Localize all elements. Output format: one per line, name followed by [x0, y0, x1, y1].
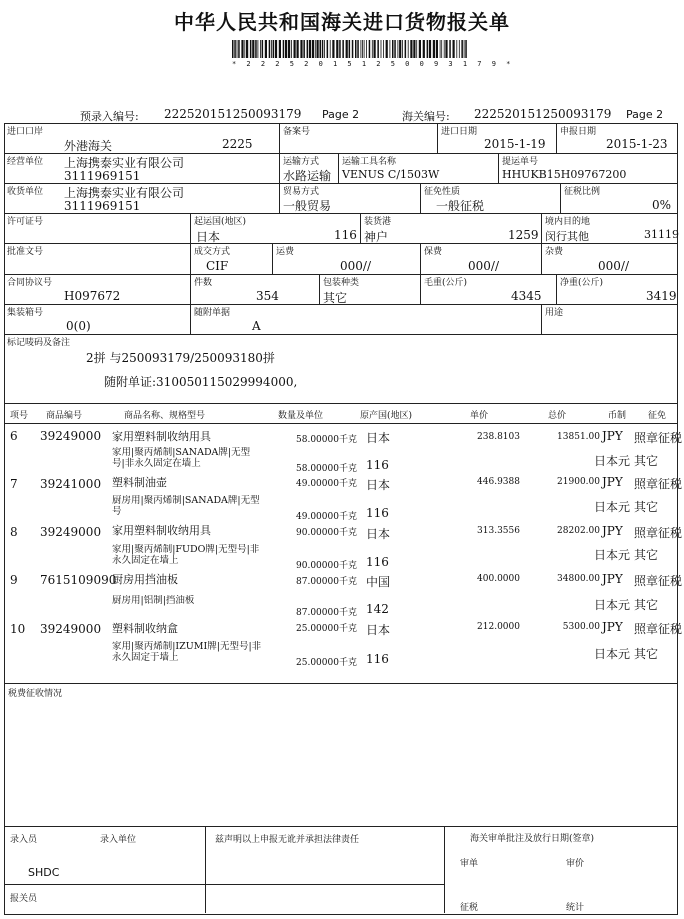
col-total: 总价 — [548, 411, 567, 421]
usage-label: 用途 — [545, 308, 564, 318]
item-name: 塑料制收纳盒 — [112, 622, 178, 635]
entry-value: SHDC — [28, 866, 60, 879]
col-code: 商品编号 — [46, 411, 83, 421]
item-origin: 日本 — [366, 527, 391, 541]
transport-tool: VENUS C/1503W — [342, 168, 440, 181]
col-levy: 征免 — [648, 411, 667, 421]
entry-unit-label: 录入单位 — [100, 835, 137, 845]
net-weight: 3419 — [646, 289, 677, 303]
marks-line-2: 随附单证:310050115029994000, — [104, 375, 298, 389]
document-title: 中华人民共和国海关进口货物报关单 — [174, 10, 510, 34]
port-value: 外港海关 — [64, 139, 113, 153]
insurance: 000// — [468, 259, 499, 273]
pieces-label: 件数 — [194, 278, 213, 288]
item-origin-code: 142 — [366, 602, 389, 616]
item-levy-other: 其它 — [634, 647, 659, 661]
declarant-label: 报关员 — [10, 894, 38, 904]
contract-number: H097672 — [64, 289, 121, 303]
item-currency-name: 日本元 — [594, 647, 631, 661]
item-qty-legal: 87.00000千克 — [296, 608, 357, 618]
pre-entry-label: 预录入编号: — [80, 110, 139, 123]
transport-mode: 水路运输 — [283, 169, 332, 183]
license-label: 许可证号 — [7, 217, 44, 227]
customs-no-label: 海关编号: — [402, 110, 450, 123]
attached-docs: A — [252, 319, 261, 333]
item-unit-price: 313.3556 — [477, 526, 520, 536]
item-total-price: 21900.00 — [557, 477, 600, 487]
customs-approval-label: 海关审单批注及放行日期(签章) — [470, 834, 595, 844]
item-qty: 58.00000千克 — [296, 435, 357, 445]
import-date: 2015-1-19 — [484, 137, 546, 151]
item-currency: JPY — [602, 620, 623, 634]
item-qty-legal: 58.00000千克 — [296, 464, 357, 474]
item-origin: 日本 — [366, 431, 391, 445]
item-currency-name: 日本元 — [594, 598, 631, 612]
trade-mode-label: 贸易方式 — [283, 187, 320, 197]
marks-label: 标记唛码及备注 — [7, 338, 71, 348]
item-no: 8 — [10, 525, 18, 539]
review-label: 审单 — [460, 859, 479, 869]
marks-line-1: 2拼 与250093179/250093180拼 — [86, 351, 275, 365]
declaration-statement: 兹声明以上申报无讹并承担法律责任 — [215, 835, 360, 845]
entry-person-label: 录入员 — [10, 835, 38, 845]
operator-label: 经营单位 — [7, 157, 44, 167]
item-origin: 日本 — [366, 478, 391, 492]
item-code: 39249000 — [40, 429, 102, 443]
item-levy-other: 其它 — [634, 500, 659, 514]
item-currency: JPY — [602, 524, 623, 538]
levy-ratio-label: 征税比例 — [564, 187, 601, 197]
tax-sign-label: 征税 — [460, 903, 479, 913]
consignee-code: 3111969151 — [64, 199, 141, 213]
approval-label: 批准文号 — [7, 247, 44, 257]
declare-date: 2015-1-23 — [606, 137, 668, 151]
port-of-loading: 神户 — [364, 230, 389, 244]
port-code: 2225 — [222, 137, 253, 151]
port-of-loading-label: 装货港 — [364, 217, 392, 227]
deal-mode-label: 成交方式 — [194, 247, 231, 257]
item-total-price: 13851.00 — [557, 432, 600, 442]
item-spec: 家用|聚丙烯制|IZUMI牌|无型号|非永久固定于墙上 — [112, 641, 262, 663]
item-currency: JPY — [602, 429, 623, 443]
packing-label: 包装种类 — [323, 278, 360, 288]
col-qty: 数量及单位 — [278, 411, 324, 421]
insurance-label: 保费 — [424, 247, 443, 257]
item-unit-price: 400.0000 — [477, 574, 520, 584]
item-code: 7615109090 — [40, 573, 117, 587]
item-total-price: 28202.00 — [557, 526, 600, 536]
origin-country: 日本 — [196, 230, 221, 244]
destination-label: 境内目的地 — [545, 217, 591, 227]
item-qty: 90.00000千克 — [296, 528, 357, 538]
levy-nature-label: 征免性质 — [424, 187, 461, 197]
item-code: 39241000 — [40, 477, 102, 491]
barcode — [232, 40, 468, 58]
packing: 其它 — [323, 291, 348, 305]
item-origin-code: 116 — [366, 506, 389, 520]
transport-mode-label: 运输方式 — [283, 157, 320, 167]
item-qty-legal: 25.00000千克 — [296, 658, 357, 668]
item-qty: 87.00000千克 — [296, 577, 357, 587]
col-price: 单价 — [470, 411, 489, 421]
item-name: 家用塑料制收纳用具 — [112, 524, 211, 537]
item-spec: 家用|聚丙烯制|FUDO牌|无型号|非永久固定在墙上 — [112, 544, 260, 566]
destination-code: 31119 — [644, 228, 679, 241]
item-origin: 日本 — [366, 623, 391, 637]
item-levy: 照章征税 — [634, 574, 683, 588]
item-spec: 厨房用|铝制|挡油板 — [112, 595, 195, 606]
port-of-loading-code: 1259 — [508, 228, 539, 242]
bl-number: HHUKB15H09767200 — [502, 168, 627, 181]
item-unit-price: 238.8103 — [477, 432, 520, 442]
item-qty-legal: 49.00000千克 — [296, 512, 357, 522]
levy-ratio: 0% — [652, 198, 672, 212]
item-levy: 照章征税 — [634, 431, 683, 445]
barcode-text: * 2 2 2 5 2 0 1 5 1 2 5 0 0 9 3 1 7 9 * — [232, 60, 514, 68]
item-origin-code: 116 — [366, 555, 389, 569]
col-item: 项号 — [10, 411, 29, 421]
item-spec: 厨房用|聚丙烯制|SANADA牌|无型号 — [112, 495, 260, 517]
transport-tool-label: 运输工具名称 — [342, 157, 397, 167]
origin-country-label: 起运国(地区) — [194, 217, 247, 227]
misc-label: 杂费 — [545, 247, 564, 257]
port-label: 进口口岸 — [7, 127, 44, 137]
col-origin: 原产国(地区) — [360, 411, 413, 421]
item-name: 厨房用挡油板 — [112, 573, 178, 586]
levy-nature: 一般征税 — [436, 199, 485, 213]
net-weight-label: 净重(公斤) — [560, 278, 604, 288]
freight: 000// — [340, 259, 371, 273]
item-origin-code: 116 — [366, 652, 389, 666]
item-name: 家用塑料制收纳用具 — [112, 430, 211, 443]
item-no: 6 — [10, 429, 18, 443]
item-levy-other: 其它 — [634, 548, 659, 562]
container-number: 0(0) — [66, 319, 91, 333]
item-currency: JPY — [602, 572, 623, 586]
item-currency-name: 日本元 — [594, 454, 631, 468]
item-code: 39249000 — [40, 622, 102, 636]
trade-mode: 一般贸易 — [283, 199, 332, 213]
attached-docs-label: 随附单据 — [194, 308, 231, 318]
item-levy-other: 其它 — [634, 598, 659, 612]
item-code: 39249000 — [40, 525, 102, 539]
item-unit-price: 446.9388 — [477, 477, 520, 487]
item-total-price: 5300.00 — [562, 622, 600, 632]
deal-mode: CIF — [206, 259, 229, 273]
page-left: Page 2 — [322, 108, 360, 121]
col-currency: 币制 — [608, 411, 627, 421]
item-qty-legal: 90.00000千克 — [296, 561, 357, 571]
freight-label: 运费 — [276, 247, 295, 257]
import-date-label: 进口日期 — [441, 127, 478, 137]
bl-label: 提运单号 — [502, 157, 539, 167]
statistics-label: 统计 — [566, 903, 585, 913]
item-levy: 照章征税 — [634, 622, 683, 636]
consignee-name: 上海携泰实业有限公司 — [64, 186, 185, 200]
consignee-label: 收货单位 — [7, 187, 44, 197]
origin-code: 116 — [334, 228, 357, 242]
pieces: 354 — [256, 289, 279, 303]
col-name: 商品名称、规格型号 — [124, 411, 206, 421]
page-right: Page 2 — [626, 108, 664, 121]
item-currency-name: 日本元 — [594, 500, 631, 514]
item-levy: 照章征税 — [634, 526, 683, 540]
customs-number: 222520151250093179 — [474, 107, 612, 121]
item-qty: 49.00000千克 — [296, 479, 357, 489]
item-currency-name: 日本元 — [594, 548, 631, 562]
item-name: 塑料制油壶 — [112, 476, 167, 489]
item-unit-price: 212.0000 — [477, 622, 520, 632]
tax-section-label: 税费征收情况 — [8, 689, 63, 699]
item-currency: JPY — [602, 475, 623, 489]
item-total-price: 34800.00 — [557, 574, 600, 584]
record-label: 备案号 — [283, 127, 311, 137]
declare-date-label: 申报日期 — [560, 127, 597, 137]
operator-code: 3111969151 — [64, 169, 141, 183]
operator-name: 上海携泰实业有限公司 — [64, 156, 185, 170]
pre-entry-number: 222520151250093179 — [164, 107, 302, 121]
item-qty: 25.00000千克 — [296, 624, 357, 634]
item-no: 10 — [10, 622, 26, 636]
item-no: 7 — [10, 477, 18, 491]
destination: 闵行其他 — [545, 230, 589, 243]
gross-weight-label: 毛重(公斤) — [424, 278, 468, 288]
item-levy: 照章征税 — [634, 477, 683, 491]
item-no: 9 — [10, 573, 18, 587]
contract-label: 合同协议号 — [7, 278, 53, 288]
misc: 000// — [598, 259, 629, 273]
item-spec: 家用|聚丙烯制|SANADA牌|无型号|非永久固定在墙上 — [112, 447, 251, 469]
item-origin: 中国 — [366, 575, 391, 589]
container-label: 集装箱号 — [7, 308, 44, 318]
item-levy-other: 其它 — [634, 454, 659, 468]
pricing-label: 审价 — [566, 859, 585, 869]
item-origin-code: 116 — [366, 458, 389, 472]
gross-weight: 4345 — [511, 289, 542, 303]
